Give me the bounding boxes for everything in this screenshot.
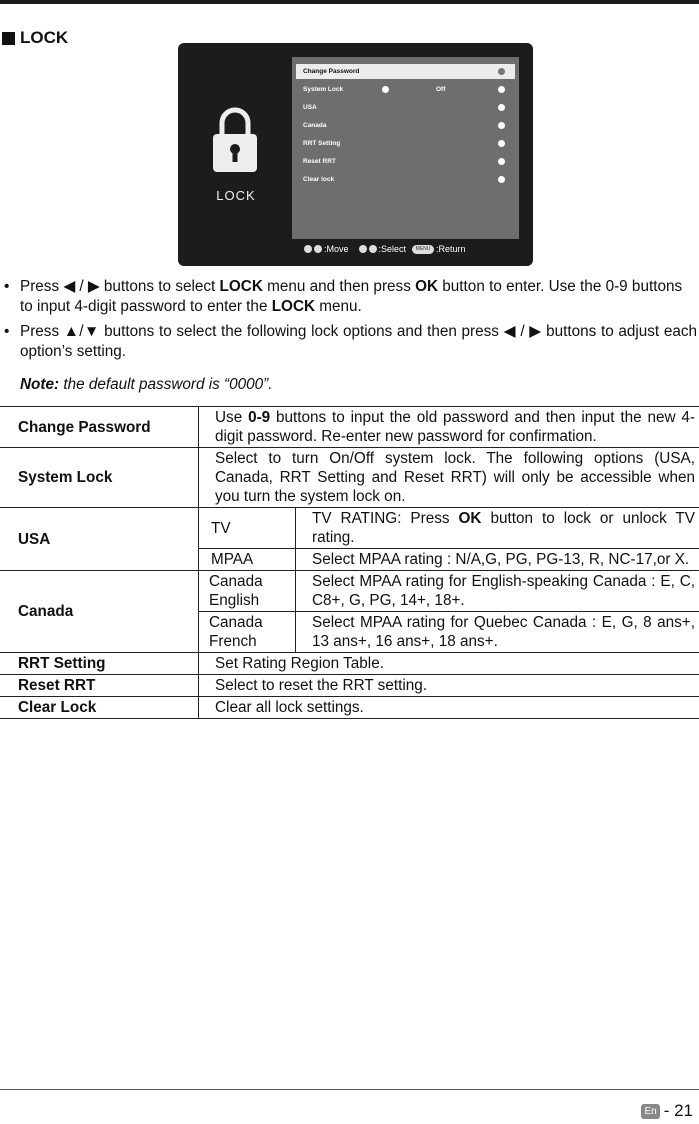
menu-item-label: RRT Setting: [303, 140, 341, 147]
page-number: [641, 1101, 693, 1121]
hint-move: :Move: [324, 244, 349, 254]
system-lock-value: Off: [436, 86, 446, 93]
top-rule: [0, 0, 699, 4]
text-fragment: button to enter. Use the 0-9 buttons to input 4-digit password to enter the: [20, 278, 683, 315]
instruction-2-text: Press ▲/▼ buttons to select the following lock options and then press ◀ / ▶ buttons to adjust each option’s setting.: [20, 323, 697, 360]
right-button-icon: [369, 245, 377, 253]
up-button-icon: [304, 245, 312, 253]
instruction-paragraph-2: [4, 322, 696, 364]
text-fragment-bold: OK: [458, 510, 482, 527]
chevron-right-icon: [498, 158, 505, 165]
note-label: Note:: [20, 376, 60, 393]
option-description: Select MPAA rating : N/A,G, PG, PG-13, R, NC-17,or X.: [296, 549, 699, 571]
left-button-icon: [359, 245, 367, 253]
menu-item-label: USA: [303, 104, 317, 111]
table-row: [0, 571, 699, 612]
chevron-right-icon: [498, 176, 505, 183]
text-fragment: button to lock or unlock TV rating.: [312, 510, 695, 546]
lock-menu-panel: [292, 57, 519, 239]
chevron-right-icon: [498, 140, 505, 147]
menu-item-label: Reset RRT: [303, 158, 336, 165]
menu-item-usa[interactable]: [296, 100, 515, 115]
menu-item-system-lock[interactable]: [296, 82, 515, 97]
text-fragment: buttons to input the old password and then input the new 4-digit password. Re-enter new password for confirmation.: [215, 409, 695, 445]
chevron-left-icon: [382, 86, 389, 93]
section-title: LOCK: [20, 28, 69, 47]
option-description: Select MPAA rating for English-speaking Canada : E, C, C8+, G, PG, 14+, 18+.: [296, 571, 699, 612]
option-name: Canada: [0, 571, 199, 653]
table-row: [0, 407, 699, 448]
down-button-icon: [314, 245, 322, 253]
text-fragment: Press ◀ / ▶ buttons to select: [20, 278, 220, 295]
text-fragment: Use: [215, 409, 249, 426]
option-name: RRT Setting: [0, 653, 199, 675]
table-row: [0, 675, 699, 697]
option-name: Change Password: [0, 407, 199, 448]
menu-item-rrt-setting[interactable]: [296, 136, 515, 151]
sub-option-name: MPAA: [199, 549, 296, 571]
option-description: Select to reset the RRT setting.: [199, 675, 699, 697]
option-name: System Lock: [0, 448, 199, 508]
text-fragment-bold: OK: [415, 278, 439, 295]
language-badge: En: [641, 1104, 659, 1119]
menu-item-label: System Lock: [303, 86, 344, 93]
chevron-right-icon: [498, 86, 505, 93]
menu-item-reset-rrt[interactable]: [296, 154, 515, 169]
text-fragment: menu.: [315, 298, 362, 315]
page-number-text: - 21: [663, 1101, 693, 1120]
bullet: •: [4, 323, 10, 340]
sub-option-name: Canada English: [199, 571, 296, 612]
sub-option-name: TV: [199, 508, 296, 549]
chevron-right-icon: [498, 104, 505, 111]
tv-screen-illustration: [178, 43, 533, 266]
menu-item-clear-lock[interactable]: [296, 172, 515, 187]
option-description: Select MPAA rating for Quebec Canada : E, G, 8 ans+, 13 ans+, 16 ans+, 18 ans+.: [296, 612, 699, 653]
menu-item-label: Change Password: [303, 68, 360, 75]
option-description: [199, 407, 699, 448]
bullet: •: [4, 278, 10, 295]
table-row: [0, 697, 699, 719]
table-row: [0, 448, 699, 508]
text-fragment-bold: 0-9: [248, 409, 271, 426]
lock-icon-label: LOCK: [216, 188, 256, 203]
text-fragment-bold: LOCK: [219, 278, 263, 295]
hint-select: :Select: [378, 244, 407, 254]
option-description: Select to turn On/Off system lock. The following options (USA, Canada, RRT Setting and Reset RRT) will only be accessible when you turn the system lock on.: [199, 448, 699, 508]
menu-item-label: Clear lock: [303, 176, 335, 183]
menu-item-change-password[interactable]: [296, 64, 515, 79]
remote-hint-bar: [304, 242, 524, 256]
table-row: [0, 653, 699, 675]
menu-key-icon: MENU: [412, 245, 434, 254]
chevron-right-icon: [498, 68, 505, 75]
instruction-1-text: [20, 277, 697, 317]
section-heading: [2, 28, 68, 48]
note: [20, 376, 273, 394]
footer-rule: [0, 1089, 699, 1090]
chevron-right-icon: [498, 122, 505, 129]
hint-return: :Return: [436, 244, 466, 254]
option-description: Clear all lock settings.: [199, 697, 699, 719]
option-description: Set Rating Region Table.: [199, 653, 699, 675]
text-fragment: TV RATING: Press: [312, 510, 459, 527]
option-name: Clear Lock: [0, 697, 199, 719]
padlock-icon: [210, 105, 260, 175]
text-fragment: menu and then press: [262, 278, 416, 295]
square-bullet-icon: [2, 32, 15, 45]
table-row: [0, 508, 699, 549]
option-description: [296, 508, 699, 549]
option-name: USA: [0, 508, 199, 571]
sub-option-name: Canada French: [199, 612, 296, 653]
menu-item-canada[interactable]: [296, 118, 515, 133]
menu-item-label: Canada: [303, 122, 327, 129]
lock-options-table: [0, 406, 699, 719]
option-name: Reset RRT: [0, 675, 199, 697]
instruction-paragraph-1: [4, 277, 696, 319]
text-fragment-bold: LOCK: [271, 298, 316, 315]
note-text: the default password is “0000”.: [59, 376, 273, 393]
